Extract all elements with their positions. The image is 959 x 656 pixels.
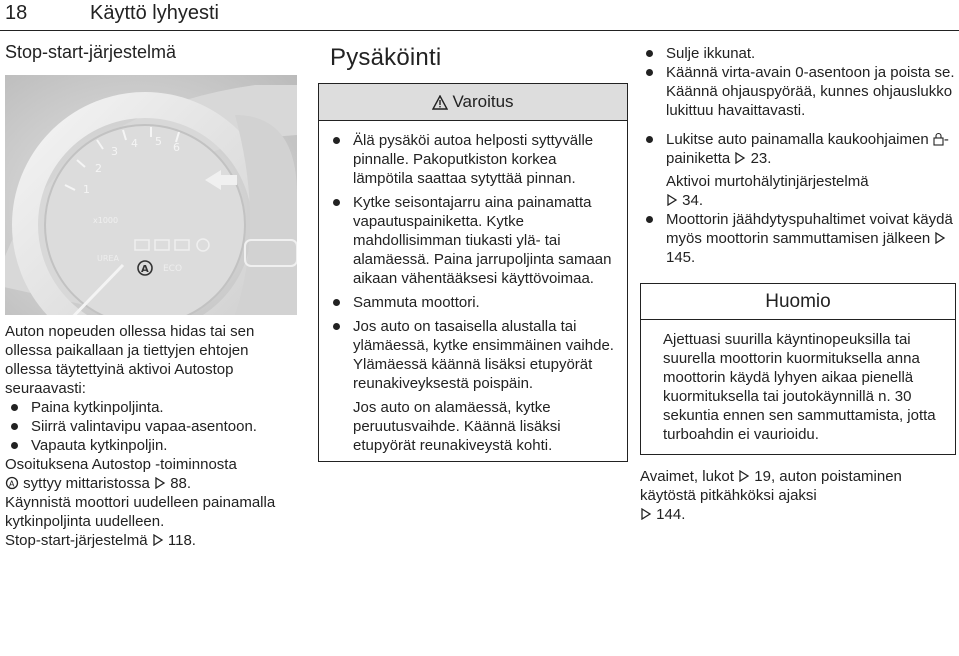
svg-text:3: 3: [111, 145, 118, 158]
svg-text:A: A: [141, 264, 149, 275]
downhill-paragraph: Jos auto on alamäessä, kytke peruutusvaihde. Käännä lisäksi etupyörät reunakiveystä kohti.: [353, 399, 561, 454]
left-column-text: [5, 322, 297, 550]
stop-start-reference: Stop-start-järjestelmä 118.: [5, 532, 196, 549]
list-item: Jos auto on tasaisella alustalla tai ylämäessä, kytke ensimmäinen vaihde. Ylämäessä käännä lisäksi etupyörät reunakiveyksestä poispäin.: [327, 317, 619, 393]
lock-icon: [933, 132, 944, 146]
list-item: Kytke seisontajarru aina painamatta vapautuspainiketta. Kytke mahdollisimman tiukasti ylä- tai alamäessä. Paina jarrupoljinta samaan aikaan vähentääksesi käyttövoimaa.: [327, 193, 619, 288]
list-item: Sulje ikkunat.: [640, 44, 956, 63]
page-reference-icon: [640, 508, 652, 520]
instrument-cluster-photo: [5, 75, 297, 315]
page-reference-icon: [738, 470, 750, 482]
warning-box: [318, 83, 628, 462]
gauge-label-eco: ECO: [163, 264, 183, 274]
list-item: Käännä virta-avain 0-asentoon ja poista se. Käännä ohjauspyörää, kunnes ohjauslukko lukittuu havaittavasti.: [640, 63, 956, 120]
list-item: Sammuta moottori.: [327, 293, 619, 312]
list-item: Paina kytkinpoljinta.: [5, 398, 297, 417]
list-item: Moottorin jäähdytyspuhaltimet voivat käydä myös moottorin sammuttamisen jälkeen 145.: [640, 210, 956, 267]
autostop-indicator-paragraph: Osoituksena Autostop -toiminnosta A syttyy mittaristossa 88.: [5, 456, 237, 492]
parking-section: [318, 44, 628, 462]
gauge-label-x1000: x1000: [93, 216, 119, 225]
svg-text:1: 1: [83, 183, 90, 196]
note-box: [640, 283, 956, 455]
page-reference-icon: [734, 152, 746, 164]
autostop-icon: [5, 476, 19, 490]
note-text: Ajettuasi suurilla käyntinopeuksilla tai suurella moottorin kuormituksella anna moottorin käydä lyhyen aikaa pienellä kuormituksella tai joutokäynnillä n. 30 sekuntia ennen sen sammuttamista, jotta turboahdin ei vaurioidu.: [663, 331, 936, 443]
svg-text:UREA: UREA: [97, 254, 119, 263]
svg-text:4: 4: [131, 137, 138, 150]
list-item: Älä pysäköi autoa helposti syttyvälle pinnalle. Pakoputkiston korkea lämpötila saattaa sytyttää pinnan.: [327, 131, 619, 188]
intro-paragraph: Auton nopeuden ollessa hidas tai sen ollessa paikallaan ja tiettyjen ehtojen ollessa täytettyinä aktivoi Autostop seuraavasti:: [5, 323, 255, 397]
svg-text:6: 6: [173, 141, 180, 154]
note-title: Huomio: [641, 284, 955, 320]
svg-text:5: 5: [155, 135, 162, 148]
page-reference-icon: [666, 194, 678, 206]
warning-label: Varoitus: [452, 92, 514, 111]
svg-text:2: 2: [95, 162, 102, 175]
svg-text:A: A: [9, 479, 15, 489]
list-item: Siirrä valintavipu vapaa-asentoon.: [5, 417, 297, 436]
right-column: [640, 44, 956, 524]
restart-paragraph: Käynnistä moottori uudelleen painamalla kytkinpoljinta uudelleen.: [5, 494, 276, 530]
header-divider: [0, 30, 959, 31]
keys-reference-paragraph: Avaimet, lukot 19, auton poistaminen käytöstä pitkähköksi ajaksi 144.: [640, 468, 902, 523]
list-item: Vapauta kytkinpoljin.: [5, 436, 297, 455]
page-number: 18: [5, 2, 28, 24]
parking-title: Pysäköinti: [330, 44, 442, 71]
warning-header: [319, 84, 627, 121]
page-reference-icon: [154, 477, 166, 489]
alarm-subline: Aktivoi murtohälytinjärjestelmä 34.: [666, 173, 869, 209]
page-reference-icon: [152, 534, 164, 546]
chapter-title: Käyttö lyhyesti: [90, 2, 219, 24]
page-reference-icon: [934, 232, 946, 244]
list-item: Lukitse auto painamalla kaukoohjaimen -painiketta 23. Aktivoi murtohälytinjärjestelmä 34.: [640, 130, 956, 210]
section-title: Stop-start-järjestelmä: [5, 42, 177, 62]
warning-triangle-icon: [432, 95, 448, 110]
